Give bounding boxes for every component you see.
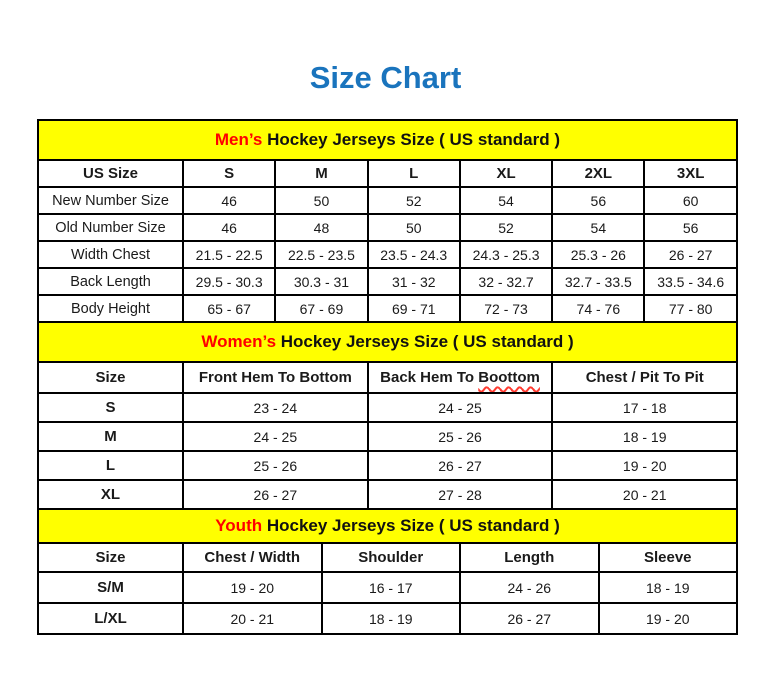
youth-cell: 16 - 17 (322, 572, 461, 603)
mens-cell: 52 (460, 214, 552, 241)
womens-cell: 17 - 18 (552, 393, 737, 422)
mens-cell: 32 - 32.7 (460, 268, 552, 295)
womens-size-table (37, 321, 738, 510)
mens-cell: 32.7 - 33.5 (552, 268, 644, 295)
misspelled-word-squiggle: Boottom (478, 369, 540, 386)
youth-cell: 19 - 20 (599, 603, 738, 634)
mens-cell: 56 (552, 187, 644, 214)
youth-row-label: S/M (38, 572, 183, 603)
youth-col-header: Length (460, 543, 599, 572)
table-row (38, 393, 737, 422)
mens-cell: 29.5 - 30.3 (183, 268, 275, 295)
youth-col-header: Size (38, 543, 183, 572)
youth-cell: 18 - 19 (599, 572, 738, 603)
mens-cell: 50 (275, 187, 367, 214)
youth-header-row (38, 543, 737, 572)
mens-cell: 54 (552, 214, 644, 241)
mens-cell: 25.3 - 26 (552, 241, 644, 268)
table-row (38, 572, 737, 603)
womens-banner-row (38, 322, 737, 362)
mens-row-label: Body Height (38, 295, 183, 322)
mens-cell: 23.5 - 24.3 (368, 241, 460, 268)
mens-cell: 77 - 80 (644, 295, 736, 322)
mens-cell: 69 - 71 (368, 295, 460, 322)
mens-col-header: M (275, 160, 367, 187)
womens-col-header: Chest / Pit To Pit (552, 362, 737, 393)
mens-col-header: 3XL (644, 160, 736, 187)
youth-banner-text: Hockey Jerseys Size ( US standard ) (262, 516, 560, 535)
youth-col-header: Chest / Width (183, 543, 322, 572)
mens-cell: 46 (183, 187, 275, 214)
table-row (38, 422, 737, 451)
youth-banner (38, 509, 737, 543)
womens-col-header (368, 362, 553, 393)
mens-cell: 30.3 - 31 (275, 268, 367, 295)
mens-cell: 48 (275, 214, 367, 241)
mens-col-header: XL (460, 160, 552, 187)
mens-cell: 54 (460, 187, 552, 214)
youth-cell: 19 - 20 (183, 572, 322, 603)
mens-row-label: Back Length (38, 268, 183, 295)
youth-cell: 26 - 27 (460, 603, 599, 634)
womens-cell: 26 - 27 (183, 480, 368, 509)
page-title: Size Chart (309, 60, 462, 95)
mens-cell: 26 - 27 (644, 241, 736, 268)
mens-col-header: US Size (38, 160, 183, 187)
mens-banner-row (38, 120, 737, 160)
womens-col-header: Size (38, 362, 183, 393)
womens-banner-text: Hockey Jerseys Size ( US standard ) (276, 332, 574, 351)
mens-banner (38, 120, 737, 160)
womens-cell: 19 - 20 (552, 451, 737, 480)
womens-col-header: Front Hem To Bottom (183, 362, 368, 393)
mens-row-label: Width Chest (38, 241, 183, 268)
mens-cell: 65 - 67 (183, 295, 275, 322)
mens-row-label: Old Number Size (38, 214, 183, 241)
mens-cell: 33.5 - 34.6 (644, 268, 736, 295)
mens-size-table (37, 119, 738, 323)
table-row (38, 451, 737, 480)
womens-cell: 27 - 28 (368, 480, 553, 509)
table-row (38, 241, 737, 268)
table-row (38, 480, 737, 509)
womens-row-label: L (38, 451, 183, 480)
mens-cell: 24.3 - 25.3 (460, 241, 552, 268)
mens-header-row (38, 160, 737, 187)
table-row (38, 268, 737, 295)
womens-row-label: S (38, 393, 183, 422)
youth-cell: 20 - 21 (183, 603, 322, 634)
size-chart (37, 119, 736, 635)
mens-col-header: L (368, 160, 460, 187)
youth-size-table (37, 508, 738, 635)
womens-col-header-back-hem-prefix: Back Hem To (380, 369, 475, 386)
mens-cell: 46 (183, 214, 275, 241)
mens-banner-highlight: Men’s (214, 130, 263, 149)
table-row (38, 603, 737, 634)
womens-row-label: M (38, 422, 183, 451)
table-row (38, 214, 737, 241)
womens-header-row (38, 362, 737, 393)
womens-cell: 24 - 25 (183, 422, 368, 451)
table-row (38, 295, 737, 322)
womens-cell: 24 - 25 (368, 393, 553, 422)
mens-col-header: 2XL (552, 160, 644, 187)
mens-cell: 50 (368, 214, 460, 241)
womens-banner-highlight: Women’s (201, 332, 277, 351)
youth-banner-highlight: Youth (215, 516, 263, 535)
mens-cell: 60 (644, 187, 736, 214)
mens-cell: 72 - 73 (460, 295, 552, 322)
mens-cell: 31 - 32 (368, 268, 460, 295)
mens-cell: 74 - 76 (552, 295, 644, 322)
womens-cell: 20 - 21 (552, 480, 737, 509)
youth-cell: 18 - 19 (322, 603, 461, 634)
womens-row-label: XL (38, 480, 183, 509)
youth-cell: 24 - 26 (460, 572, 599, 603)
youth-col-header: Shoulder (322, 543, 461, 572)
mens-col-header: S (183, 160, 275, 187)
womens-cell: 25 - 26 (183, 451, 368, 480)
mens-cell: 21.5 - 22.5 (183, 241, 275, 268)
table-row (38, 187, 737, 214)
mens-cell: 56 (644, 214, 736, 241)
womens-banner (38, 322, 737, 362)
youth-col-header: Sleeve (599, 543, 738, 572)
mens-row-label: New Number Size (38, 187, 183, 214)
womens-cell: 18 - 19 (552, 422, 737, 451)
mens-cell: 52 (368, 187, 460, 214)
womens-cell: 23 - 24 (183, 393, 368, 422)
womens-cell: 25 - 26 (368, 422, 553, 451)
mens-cell: 67 - 69 (275, 295, 367, 322)
womens-cell: 26 - 27 (368, 451, 553, 480)
youth-row-label: L/XL (38, 603, 183, 634)
youth-banner-row (38, 509, 737, 543)
mens-cell: 22.5 - 23.5 (275, 241, 367, 268)
mens-banner-text: Hockey Jerseys Size ( US standard ) (262, 130, 561, 149)
